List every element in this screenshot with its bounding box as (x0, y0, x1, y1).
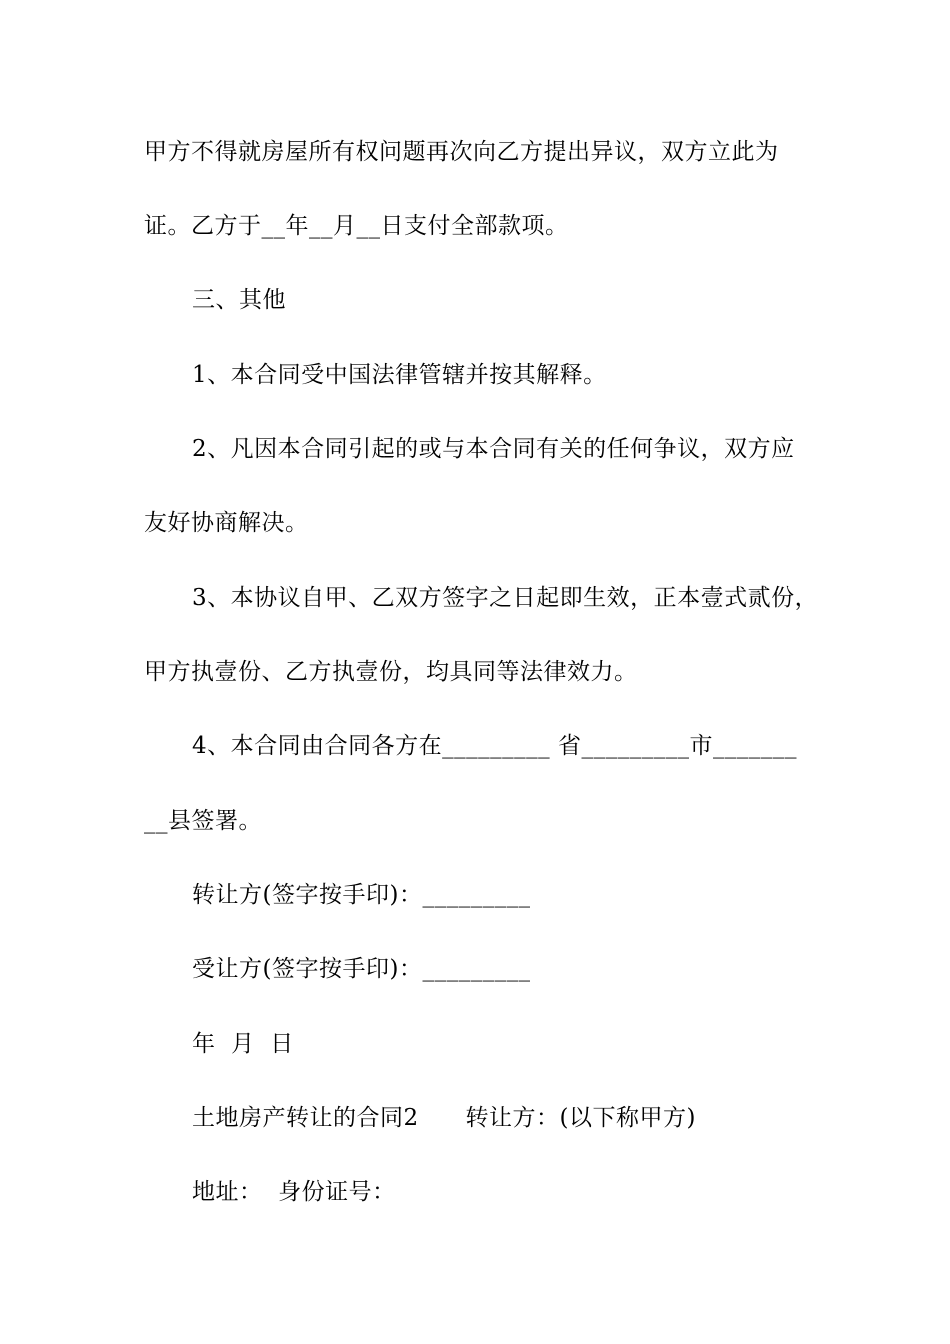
transferor-signature-line: 转让方(签字按手印)：_________ (192, 882, 531, 908)
clause-4-line-1: 4、本合同由合同各方在_________ 省_________市_______ (192, 733, 797, 759)
clause-4-line-2: __县签署。 (144, 808, 262, 834)
section-heading-other: 三、其他 (192, 287, 286, 313)
address-id-line: 地址： 身份证号： (192, 1179, 396, 1205)
clause-2-line-2: 友好协商解决。 (144, 510, 309, 536)
date-line: 年 月 日 (192, 1031, 294, 1057)
clause-3-line-1: 3、本协议自甲、乙双方签字之日起即生效，正本壹式贰份， (192, 585, 819, 611)
contract-2-title-line: 土地房产转让的合同2 转让方：(以下称甲方) (192, 1105, 696, 1131)
paragraph-line-1: 甲方不得就房屋所有权问题再次向乙方提出异议，双方立此为 (144, 139, 779, 165)
clause-3-line-2: 甲方执壹份、乙方执壹份，均具同等法律效力。 (144, 659, 638, 685)
clause-1: 1、本合同受中国法律管辖并按其解释。 (192, 362, 607, 388)
clause-2-line-1: 2、凡因本合同引起的或与本合同有关的任何争议，双方应 (192, 436, 795, 462)
paragraph-line-2: 证。乙方于__年__月__日支付全部款项。 (144, 213, 569, 239)
transferee-signature-line: 受让方(签字按手印)：_________ (192, 956, 531, 982)
